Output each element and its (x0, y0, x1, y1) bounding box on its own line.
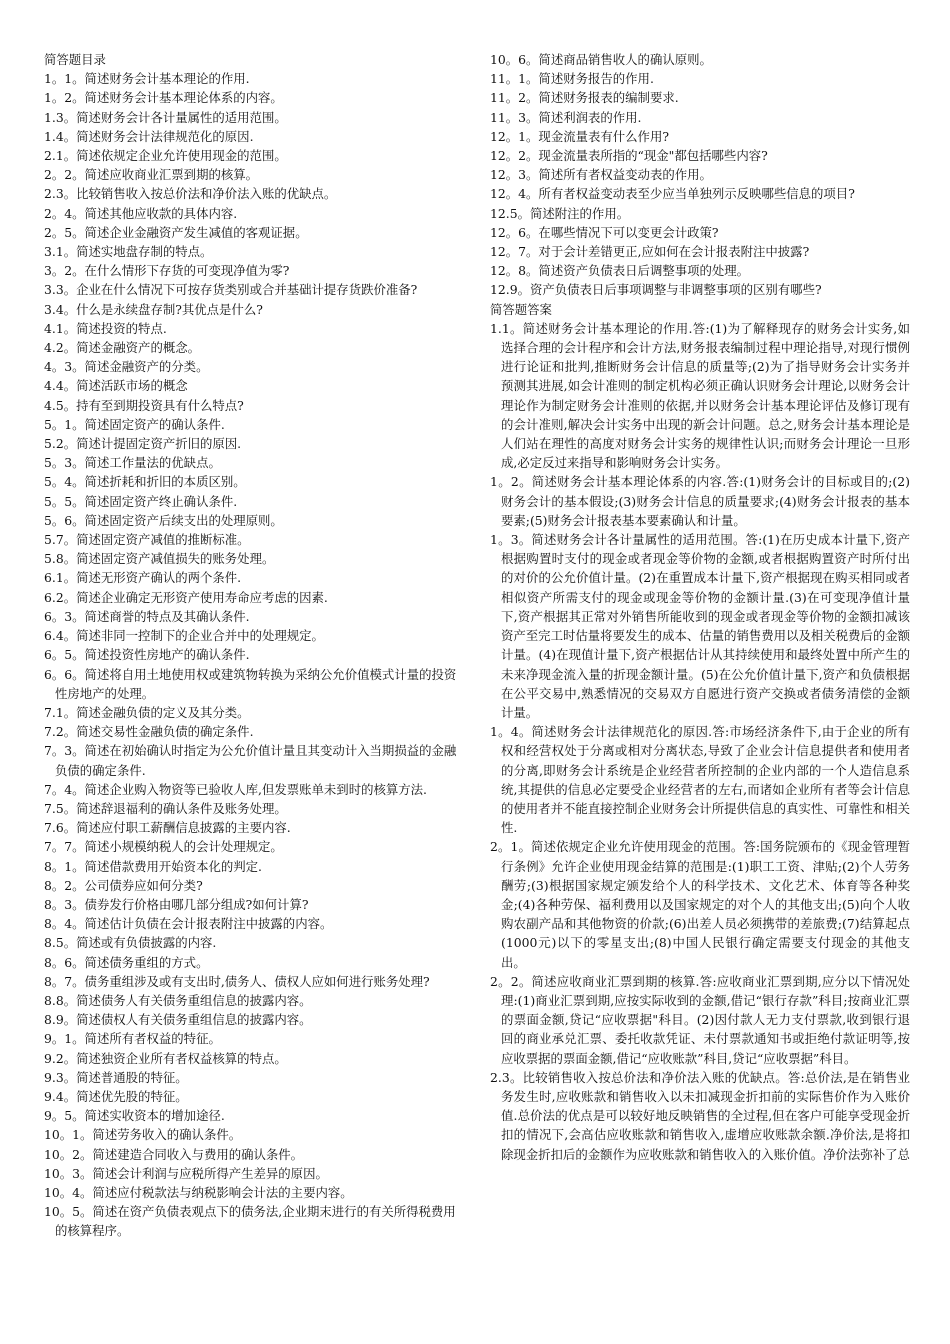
toc-item: 11。3。简述利润表的作用. (490, 109, 642, 125)
toc-item: 5。6。简述固定资产后续支出的处理原则。 (44, 512, 283, 528)
toc-item: 6.4。简述非同一控制下的企业合并中的处理规定。 (44, 628, 324, 644)
toc-item: 12。4。所有者权益变动表至少应当单独列示反映哪些信息的项目? (490, 186, 855, 202)
toc-item: 5.7。简述固定资产减值的推断标准。 (44, 532, 250, 548)
toc-item: 2.3。比较销售收入按总价法和净价法入账的优缺点。 (44, 186, 337, 202)
toc-item: 3.4。什么是永续盘存制?其优点是什么? (44, 301, 263, 317)
toc-item: 9.4。简述优先股的特征。 (44, 1088, 188, 1104)
toc-item: 7.1。简述金融负债的定义及其分类。 (44, 704, 250, 720)
answer-paragraph: 1。2。简述财务会计基本理论体系的内容.答:(1)财务会计的目标或目的;(2)财务会计的基本假设;(3)财务会计信息的质量要求;(4)财务会计报表的基本要素;(5)财务会计报表基本要素确认和计量。 (490, 474, 910, 528)
toc-item: 10。2。简述建造合同收入与费用的确认条件。 (44, 1146, 304, 1162)
toc-item: 1.3。简述财务会计各计量属性的适用范围。 (44, 109, 287, 125)
toc-item: 1.4。简述财务会计法律规范化的原因. (44, 128, 254, 144)
toc-item: 7。4。简述企业购入物资等已验收人库,但发票账单未到时的核算方法. (44, 781, 427, 797)
toc-item: 5.8。简述固定资产减值损失的账务处理。 (44, 551, 275, 567)
toc-item: 10。4。简述应付税款法与纳税影响会计法的主要内容。 (44, 1184, 353, 1200)
toc-item: 10。6。简述商品销售收人的确认原则。 (490, 52, 712, 67)
answer-paragraph: 1。4。简述财务会计法律规范化的原因.答:市场经济条件下,由于企业的所有权和经营权处于分离或相对分离状态,导致了企业会计信息提供者和使用者的分离,即财务会计系统是企业经营者所控制的企业内部的一个人造信息系统,其提供的信息必定要受企业经营者的左右,而诸如企业所有者等会计信息的使用者并不能直接控制企业财务会计所提供信息的真实性、可靠性和相关性. (490, 724, 910, 836)
toc-item: 7。3。简述在初始确认时指定为公允价值计量且其变动计入当期损益的金融负债的确定条件. (44, 743, 457, 778)
answer-paragraph: 1.1。简述财务会计基本理论的作用.答:(1)为了解释现存的财务会计实务,如选择合理的会计程序和会计方法,财务报表编制过程中理论指导,对现行惯例进行论证和批判,推断财务会计信息的质量等;(2)为了指导财务会计实务并预测其进展,如会计准则的制定机构必须正确认识财务会计理论,以财务会计理论作为制定财务会计准则的依据,并以财务会计基本理论评估及修订现有的会计准则,解决会计实务中出现的新会计问题。总之,财务会计基本理论是人们站在理性的高度对财务会计实务的规律性认识;而财务会计理论一旦形成,必定反过来指导和影响财务会计实务。 (490, 320, 910, 471)
toc-item: 6.2。简述企业确定无形资产使用寿命应考虑的因素. (44, 589, 328, 605)
toc-item: 12。7。对于会计差错更正,应如何在会计报表附注中披露? (490, 244, 810, 260)
toc-item: 4.4。简述活跃市场的概念 (44, 378, 188, 394)
toc-item: 12.9。资产负债表日后事项调整与非调整事项的区别有哪些? (490, 282, 822, 298)
left-column (44, 50, 466, 1241)
answer-paragraph: 1。3。简述财务会计各计量属性的适用范围。答:(1)在历史成本计量下,资产根据购置时支付的现金或者现金等价物的金额,或者根据购置资产时所付出的对价的公允价值计量。(2)在重置成本计量下,资产根据现在购买相同或者相似资产所需支付的现金或现金等价物的金额计量.(3)在可变现净值计量下,资产根据其正常对外销售所能收到的现金或者现金等价物的金额扣减该资产至完工时估量将要发生的成本、估量的销售费用以及相关税费后的金额计量。(4)在现值计量下,资产根据估计从其持续使用和最终处置中所产生的未来净现金流入量的折现金额计量。(5)在公允价值计量下,资产和负债根据在公平交易中,熟悉情况的交易双方自愿进行资产交换或者债务清偿的金额计量。 (490, 532, 910, 720)
toc-item: 9。1。简述所有者权益的特征。 (44, 1031, 221, 1047)
toc-item: 8。1。简述借款费用开始资本化的判定. (44, 858, 262, 874)
toc-item: 5。4。简述折耗和折旧的本质区别。 (44, 474, 246, 490)
answer-paragraph: 2.3。比较销售收入按总价法和净价法入账的优缺点。答:总价法,是在销售业务发生时,应收账款和销售收入以未扣减现金折扣前的实际售价作为入账价值.总价法的优点是可以较好地反映销售的全过程,但在客户可能享受现金折扣的情况下,会高估应收账款和销售收入,虚增应收账款余额.净价法,是将扣除现金折扣后的金额作为应收账款和销售收入的入账价值。净价法弥补了总 (490, 1069, 910, 1162)
toc-item: 6。5。简述投资性房地产的确认条件. (44, 647, 250, 663)
toc-item: 1。1。简述财务会计基本理论的作用. (44, 71, 250, 87)
toc-list-continued (490, 50, 910, 300)
toc-item: 8.8。简述债务人有关债务重组信息的披露内容。 (44, 992, 312, 1008)
toc-item: 10。3。简述会计利润与应税所得产生差异的原因。 (44, 1165, 328, 1181)
answers-title: 简答题答案 (490, 301, 552, 317)
toc-item: 2。2。简述应收商业汇票到期的核算。 (44, 167, 259, 183)
toc-item: 8。7。债务重组涉及或有支出时,债务人、债权人应如何进行账务处理? (44, 973, 430, 989)
toc-item: 4.5。持有至到期投资具有什么特点? (44, 397, 244, 413)
toc-item: 2.1。简述依规定企业允许使用现金的范围。 (44, 148, 287, 164)
toc-item: 5.2。简述计提固定资产折旧的原因. (44, 436, 242, 452)
toc-item: 4.2。简述金融资产的概念。 (44, 340, 201, 356)
toc-item: 9.2。简述独资企业所有者权益核算的特点。 (44, 1050, 287, 1066)
toc-item: 12。1。现金流量表有什么作用? (490, 128, 669, 144)
toc-item: 12。8。简述资产负债表日后调整事项的处理。 (490, 263, 750, 279)
toc-item: 7.2。简述交易性金融负债的确定条件. (44, 724, 254, 740)
answer-paragraph: 2。2。简述应收商业汇票到期的核算.答:应收商业汇票到期,应分以下情况处理:(1)商业汇票到期,应按实际收到的金额,借记“银行存款”科目;按商业汇票的票面金额,贷记“应收票据"科目。(2)因付款人无力支付票款,收到银行退回的商业承兑汇票、委托收款凭证、未付票款通知书或拒绝付款证明等,按应收票据的票面金额,借记“应收账款”科目,贷记“应收票据”科目。 (490, 973, 910, 1066)
right-column (490, 50, 910, 1164)
toc-item: 9.3。简述普通股的特征。 (44, 1069, 188, 1085)
toc-item: 8。2。公司债券应如何分类? (44, 877, 203, 893)
toc-item: 5。3。简述工作量法的优缺点。 (44, 455, 221, 471)
toc-item: 3.1。简述实地盘存制的特点。 (44, 244, 213, 260)
toc-item: 2。5。简述企业金融资产发生减值的客观证据。 (44, 224, 308, 240)
toc-item: 8。6。简述债务重组的方式。 (44, 954, 209, 970)
toc-item: 10。5。简述在资产负债表观点下的债务法,企业期末进行的有关所得税费用的核算程序。 (44, 1204, 456, 1239)
toc-item: 1。2。简述财务会计基本理论体系的内容。 (44, 90, 283, 106)
toc-item: 3.3。企业在什么情况下可按存货类别或合并基础计提存货跌价准备? (44, 282, 418, 298)
toc-item: 6.1。简述无形资产确认的两个条件. (44, 570, 242, 586)
toc-item: 3。2。在什么情形下存货的可变现净值为零? (44, 263, 290, 279)
toc-item: 10。1。简述劳务收入的确认条件。 (44, 1127, 242, 1143)
toc-item: 8。3。债券发行价格由哪几部分组成?如何计算? (44, 896, 309, 912)
toc-item: 11。1。简述财务报告的作用. (490, 71, 654, 87)
answer-paragraph: 2。1。简述依规定企业允许使用现金的范围。答:国务院颁布的《现金管理暂行条例》允许企业使用现金结算的范围是:(1)职工工资、津贴;(2)个人劳务酬劳;(3)根据国家规定颁发给个人的科学技术、文化艺术、体育等各种奖金;(4)各种劳保、福利费用以及国家规定的对个人的其他支出;(5)向个人收购农副产品和其他物资的价款;(6)出差人员必须携带的差旅费;(7)结算起点(1000元)以下的零星支出;(8)中国人民银行确定需要支付现金的其他支出。 (490, 839, 910, 970)
toc-item: 2。4。简述其他应收款的具体内容. (44, 205, 238, 221)
toc-item: 9。5。简述实收资本的增加途径. (44, 1108, 225, 1124)
toc-item: 7.6。简述应付职工薪酬信息披露的主要内容. (44, 820, 291, 836)
toc-item: 8。4。简述估计负债在会计报表附注中披露的内容。 (44, 916, 333, 932)
toc-item: 7。7。简述小规模纳税人的会计处理规定。 (44, 839, 283, 855)
toc-item: 4。3。简述金融资产的分类。 (44, 359, 209, 375)
toc-item: 12.5。简述附注的作用。 (490, 205, 630, 221)
toc-item: 5。1。简述固定资产的确认条件. (44, 416, 225, 432)
toc-item: 6。6。简述将自用土地使用权或建筑物转换为采纳公允价值模式计量的投资性房地产的处理。 (44, 666, 457, 701)
toc-item: 5。5。简述固定资产终止确认条件. (44, 493, 238, 509)
toc-list (44, 69, 466, 1240)
toc-item: 12。2。现金流量表所指的“现金"都包括哪些内容? (490, 148, 768, 164)
toc-item: 11。2。简述财务报表的编制要求. (490, 90, 679, 106)
toc-item: 6。3。简述商誉的特点及其确认条件. (44, 608, 250, 624)
toc-item: 8.5。简述或有负债披露的内容. (44, 935, 217, 951)
answers-list (490, 319, 910, 1164)
toc-title: 简答题目录 (44, 52, 106, 67)
toc-item: 7.5。简述辞退福利的确认条件及账务处理。 (44, 800, 287, 816)
toc-item: 8.9。简述债权人有关债务重组信息的披露内容。 (44, 1012, 312, 1028)
toc-item: 12。3。简述所有者权益变动表的作用。 (490, 167, 712, 183)
toc-item: 4.1。简述投资的特点. (44, 320, 167, 336)
toc-item: 12。6。在哪些情况下可以变更会计政策? (490, 224, 719, 240)
